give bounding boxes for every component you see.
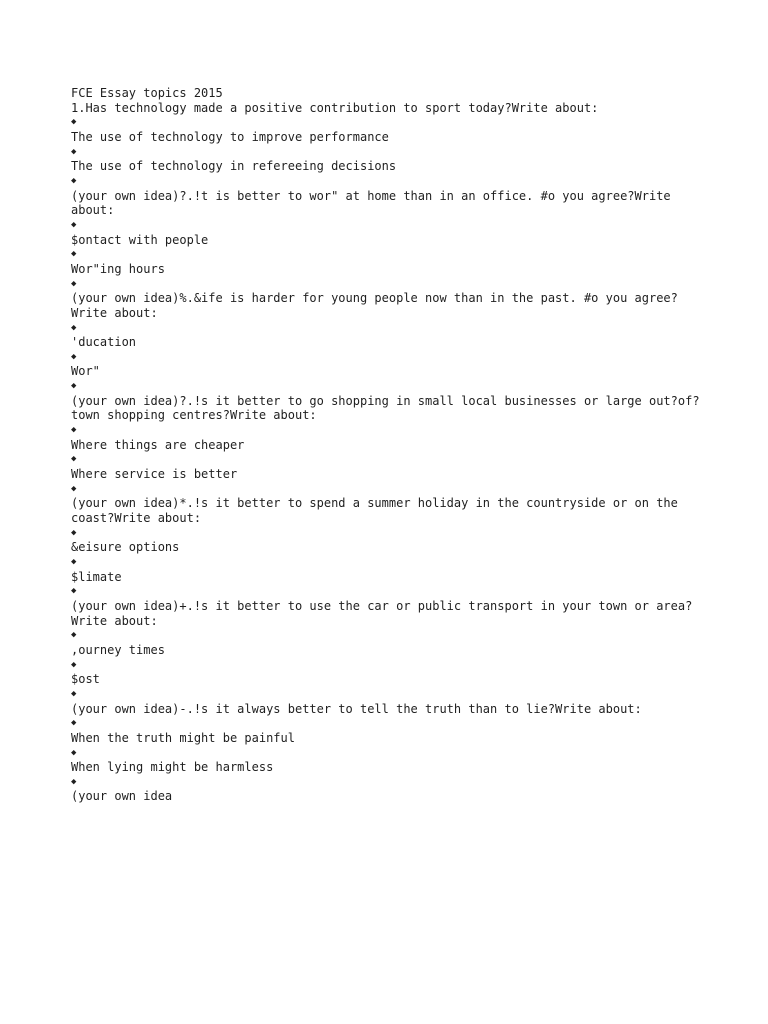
document-line: (your own idea)?.!t is better to wor" at home than in an office. #o you agree?Write about: (71, 188, 678, 218)
bullet-diamond-icon: ◆ (71, 557, 77, 568)
document-line: $ontact with people (71, 232, 209, 247)
document-page (71, 86, 711, 804)
document-line: FCE Essay topics 2015 (71, 86, 223, 100)
bullet-diamond-icon: ◆ (71, 117, 77, 128)
bullet-diamond-icon: ◆ (71, 688, 77, 699)
bullet-diamond-icon: ◆ (71, 630, 77, 641)
bullet-diamond-icon: ◆ (71, 249, 77, 260)
document-line: (your own idea)*.!s it better to spend a summer holiday in the countryside or on the coast?Write about: (71, 496, 686, 526)
bullet-diamond-icon: ◆ (71, 776, 77, 787)
document-line: 'ducation (71, 335, 137, 350)
bullet-diamond-icon: ◆ (71, 718, 77, 729)
document-line: (your own idea)%.&ife is harder for young people now than in the past. #o you agree?Write about: (71, 291, 678, 320)
bullet-diamond-icon: ◆ (71, 278, 77, 289)
document-line: When the truth might be painful (71, 730, 295, 745)
bullet-diamond-icon: ◆ (71, 381, 77, 392)
document-line: 1.Has technology made a positive contribution to sport today?Write about: (71, 100, 599, 115)
bullet-diamond-icon: ◆ (71, 146, 77, 157)
document-line: When lying might be harmless (71, 760, 274, 775)
bullet-diamond-icon: ◆ (71, 351, 77, 362)
bullet-diamond-icon: ◆ (71, 322, 77, 333)
bullet-diamond-icon: ◆ (71, 220, 77, 230)
document-line: $limate (71, 569, 122, 584)
document-line: (your own idea)+.!s it better to use the car or public transport in your town or area?Write about: (71, 598, 693, 628)
document-line: (your own idea)-.!s it always better to tell the truth than to lie?Write about: (71, 701, 642, 716)
document-line: Where things are cheaper (71, 437, 245, 452)
document-line: &eisure options (71, 540, 180, 555)
document-line: (your own idea)?.!s it better to go shopping in small local businesses or large out?of?town shopping centres?Write about: (71, 393, 700, 423)
document-line: Wor"ing hours (71, 261, 165, 276)
bullet-diamond-icon: ◆ (71, 425, 77, 436)
bullet-diamond-icon: ◆ (71, 659, 77, 670)
document-line: ,ourney times (71, 642, 165, 657)
document-line: The use of technology to improve performance (71, 130, 389, 144)
document-line: Wor" (71, 364, 100, 379)
bullet-diamond-icon: ◆ (71, 454, 77, 465)
bullet-diamond-icon: ◆ (71, 483, 77, 494)
document-line: The use of technology in refereeing decisions (71, 159, 397, 174)
bullet-diamond-icon: ◆ (71, 586, 77, 597)
document-line: Where service is better (71, 467, 238, 482)
document-line: $ost (71, 672, 100, 687)
bullet-diamond-icon: ◆ (71, 527, 77, 538)
bullet-diamond-icon: ◆ (71, 747, 77, 758)
document-line: (your own idea (71, 789, 173, 804)
bullet-diamond-icon: ◆ (71, 176, 77, 186)
